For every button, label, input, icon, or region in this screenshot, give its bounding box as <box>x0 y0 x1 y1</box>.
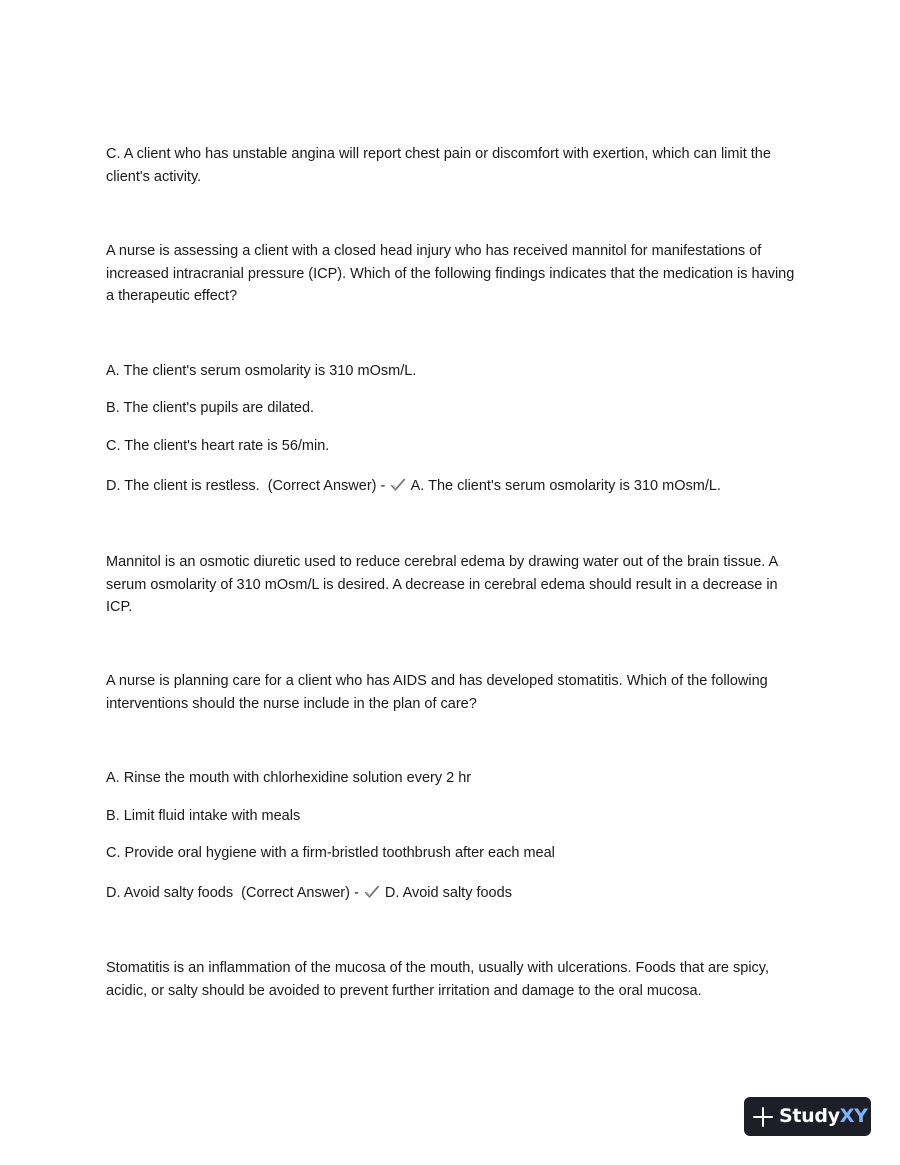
question-2-option-a: A. Rinse the mouth with chlorhexidine solution every 2 hr <box>106 770 472 786</box>
question-1-stem: A nurse is assessing a client with a closed head injury who has received mannitol for manifestations of increased intracranial pressure (ICP). Which of the following findings indicates that the medication is having a therapeutic effect? <box>106 243 795 304</box>
question-1-option-d-line <box>106 475 806 498</box>
document-page <box>106 0 806 1165</box>
question-1-option-d: D. The client is restless. <box>106 478 260 494</box>
question-1-option-c: C. The client's heart rate is 56/min. <box>106 438 330 454</box>
check-icon <box>364 885 380 899</box>
question-2-option-c: C. Provide oral hygiene with a firm-bristled toothbrush after each meal <box>106 845 555 861</box>
logo-text-xy: XY <box>839 1105 868 1127</box>
question-2-option-d: D. Avoid salty foods <box>106 885 234 901</box>
check-icon <box>390 478 406 492</box>
question-1-correct-answer: A. The client's serum osmolarity is 310 mOsm/L. <box>410 478 721 494</box>
question-2-rationale: Stomatitis is an inflammation of the mucosa of the mouth, usually with ulcerations. Foods that are spicy, acidic, or salty should be avoided to prevent further irritation and damage to the oral mucosa. <box>106 960 770 999</box>
question-1-option-b: B. The client's pupils are dilated. <box>106 400 315 416</box>
question-2-stem: A nurse is planning care for a client who has AIDS and has developed stomatitis. Which of the following interventions should the nurse include in the plan of care? <box>106 673 768 712</box>
question-1-option-a: A. The client's serum osmolarity is 310 mOsm/L. <box>106 363 417 379</box>
paragraph-angina: C. A client who has unstable angina will report chest pain or discomfort with exertion, which can limit the client's activity. <box>106 146 771 185</box>
question-2-option-d-line <box>106 882 806 905</box>
question-1-rationale: Mannitol is an osmotic diuretic used to reduce cerebral edema by drawing water out of the brain tissue. A serum osmolarity of 310 mOsm/L is desired. A decrease in cerebral edema should result in a decrease in ICP. <box>106 554 778 615</box>
logo-text-study: Study <box>779 1105 840 1127</box>
logo-text <box>779 1107 868 1126</box>
question-2-correct-answer: D. Avoid salty foods <box>384 885 512 901</box>
question-1-answer-label: (Correct Answer) - <box>267 478 386 494</box>
plus-icon <box>752 1106 774 1128</box>
studyxy-logo[interactable] <box>744 1097 871 1136</box>
question-2-answer-label: (Correct Answer) - <box>241 885 359 901</box>
question-2-option-b: B. Limit fluid intake with meals <box>106 808 301 824</box>
